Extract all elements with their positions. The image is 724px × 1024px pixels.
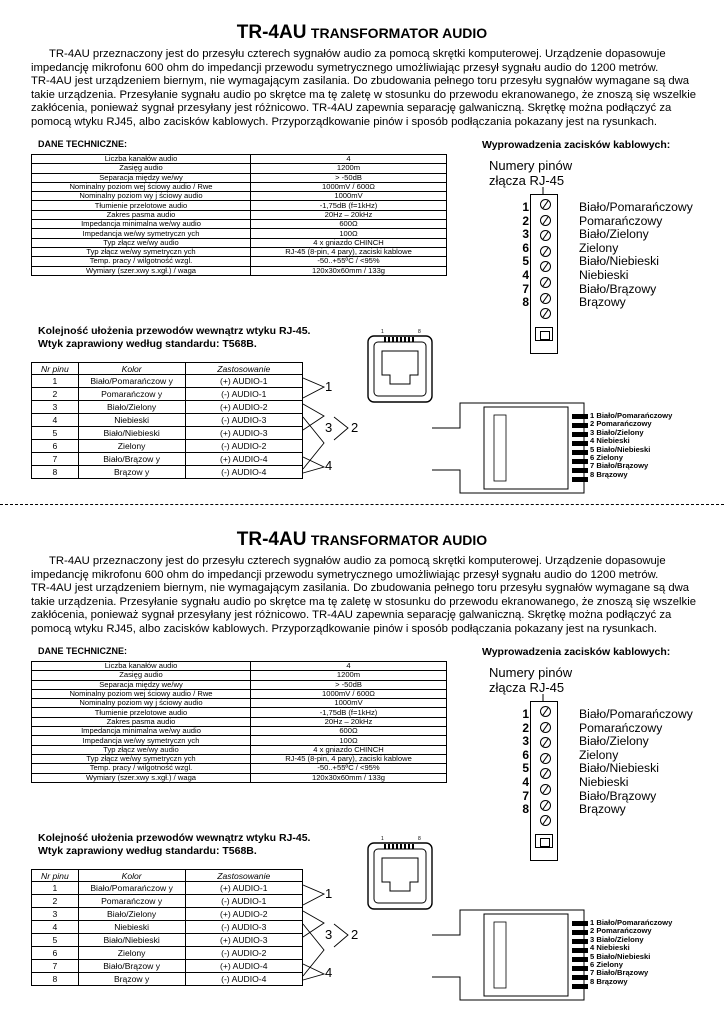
pin-numbers-caption-line-1: Numery pinów (489, 158, 573, 173)
terminal-pin-color: Brązowy (579, 295, 626, 310)
tech-param-value: 20Hz – 20kHz (251, 210, 447, 219)
pin-table-row (32, 934, 303, 947)
terminal-pin-color: Zielony (579, 747, 619, 762)
tech-data-row (32, 754, 447, 763)
plug-wire-item: 3 Biało/Zielony (590, 427, 644, 437)
tech-data-row (32, 680, 447, 689)
plug-wire-item: 5 Biało/Niebieski (590, 444, 651, 454)
pair-label: 4 (325, 458, 333, 473)
tech-param-value: > -50dB (251, 680, 447, 689)
tech-param-name: Impedancja we/wy symetryczn ych (32, 736, 251, 745)
pin-color-cell: Zielony (78, 440, 185, 453)
screw-terminal-icon (540, 722, 551, 733)
terminal-pin-color: Biało/Pomarańczowy (579, 707, 693, 721)
screw-terminal-icon (540, 753, 551, 764)
screw-terminal-icon (540, 800, 551, 811)
tech-param-value: > -50dB (251, 173, 447, 182)
tech-param-value: 1200m (251, 671, 447, 680)
tech-data-row (32, 173, 447, 182)
tech-param-name: Typ złącz we/wy symetryczn ych (32, 754, 251, 763)
terminal-pin-number: 4 (522, 268, 529, 282)
terminal-pin-color: Zielony (579, 240, 619, 255)
tech-param-name: Tłumienie przelotowe audio (32, 201, 251, 210)
intro-text (31, 48, 703, 129)
tech-data-row (32, 238, 447, 247)
plug-wire-item: 1 Biało/Pomarańczowy (590, 918, 673, 927)
tech-param-value: 1000mV / 600Ω (251, 182, 447, 191)
pair-label: 2 (351, 927, 359, 942)
plug-wire-item: 8 Brązowy (590, 976, 628, 986)
wiring-heading (38, 325, 310, 351)
intro-paragraph-1: TR-4AU przeznaczony jest do przesyłu czterech sygnałów audio za pomocą skrętki komputerowej. Urządzenie dopasowuje impedancję mikrofonu 600 ohm do impedancji przewodu symetrycznego umożliwiając przesył sygnału audio do 1200 metrów. (31, 555, 666, 581)
intro-text (31, 555, 703, 636)
pin-table-header-pin: Nr pinu (32, 363, 79, 375)
pin-number-cell: 2 (32, 388, 79, 401)
terminal-pin-color: Brązowy (579, 802, 626, 817)
tech-data-row (32, 247, 447, 256)
pair-label: 2 (351, 420, 359, 435)
pin-usage-cell: (-) AUDIO-2 (185, 440, 302, 453)
pin-number-cell: 3 (32, 401, 79, 414)
tech-data-row (32, 229, 447, 238)
pair-label: 3 (325, 927, 333, 942)
tech-param-value: RJ-45 (8-pin, 4 pary), zaciski kablowe (251, 247, 447, 256)
tech-data-row (32, 727, 447, 736)
rj45-jack-diagram (366, 836, 434, 911)
intro-paragraph-2: TR-4AU jest urządzeniem biernym, nie wymagającym zasilania. Do zbudowania pełnego toru przesyłu sygnałów wymagane są dwa takie urządzenia. Przesyłanie sygnału audio po skrętce ma tę zaletę w stosunku do przewodu ekranowanego, że znoszą się wszelkie zakłócenia, ponieważ sygnał przesyłany jest różnicowo. TR-4AU zapewnia separację galwaniczną. Skrętkę można podłączyć za pomocą wtyku RJ45, albo zacisków kablowych. Przyporządkowanie pinów i sposób podłączania pokazany jest na rysunkach. (31, 582, 696, 635)
pin-color-cell: Brązow y (78, 973, 185, 986)
pin-usage-cell: (-) AUDIO-3 (185, 414, 302, 427)
pin-color-cell: Biało/Niebieski (78, 427, 185, 440)
pair-bracket-diagram (302, 370, 372, 485)
terminal-pin-number: 1 (522, 707, 529, 721)
jack-pin-last-label: 8 (418, 836, 421, 842)
tech-param-name: Typ złącz we/wy audio (32, 745, 251, 754)
title-model: TR-4AU (236, 529, 307, 550)
pin-table-row (32, 466, 303, 479)
pin-color-cell: Biało/Zielony (78, 401, 185, 414)
tech-param-value: 600Ω (251, 727, 447, 736)
screw-terminal-icon (540, 815, 551, 826)
pin-color-cell: Biało/Pomarańczow y (78, 882, 185, 895)
pin-usage-cell: (+) AUDIO-1 (185, 375, 302, 388)
tech-param-value: 4 (251, 155, 447, 164)
plug-wire-item: 3 Biało/Zielony (590, 934, 644, 944)
screw-terminal-icon (540, 277, 551, 288)
terminal-pin-color: Pomarańczowy (579, 720, 663, 735)
tech-param-name: Impedancja minimalna we/wy audio (32, 727, 251, 736)
title-subtitle: TRANSFORMATOR AUDIO (310, 532, 488, 548)
intro-paragraph-2: TR-4AU jest urządzeniem biernym, nie wymagającym zasilania. Do zbudowania pełnego toru przesyłu sygnałów wymagane są dwa takie urządzenia. Przesyłanie sygnału audio po skrętce ma tę zaletę w stosunku do przewodu ekranowanego, że znoszą się wszelkie zakłócenia, ponieważ sygnał przesyłany jest różnicowo. TR-4AU zapewnia separację galwaniczną. Skrętkę można podłączyć za pomocą wtyku RJ45, albo zacisków kablowych. Przyporządkowanie pinów i sposób podłączania pokazany jest na rysunkach. (31, 75, 696, 128)
tech-data-row (32, 155, 447, 164)
tech-data-row (32, 671, 447, 680)
plug-wire-order-list (590, 919, 672, 986)
leaflet-copy-top (0, 0, 724, 505)
tech-data-row (32, 220, 447, 229)
terminal-pin-number: 4 (522, 775, 529, 789)
tech-param-value: RJ-45 (8-pin, 4 pary), zaciski kablowe (251, 754, 447, 763)
tech-param-name: Nominalny poziom wej ściowy audio / Rwe (32, 182, 251, 191)
plug-wire-item: 6 Zielony (590, 453, 623, 463)
plug-wire-item: 2 Pomarańczowy (590, 419, 652, 429)
pin-color-cell: Biało/Brązow y (78, 960, 185, 973)
wiring-heading-line-2: Wtyk zaprawiony według standardu: T568B. (38, 338, 257, 350)
tech-data-row (32, 736, 447, 745)
terminal-pin-color: Biało/Brązowy (579, 281, 657, 296)
tech-param-value: 100Ω (251, 736, 447, 745)
tech-param-name: Separacja między we/wy (32, 173, 251, 182)
pin-color-cell: Niebieski (78, 921, 185, 934)
tech-param-value: 20Hz – 20kHz (251, 717, 447, 726)
pin-number-cell: 5 (32, 427, 79, 440)
pin-table-row (32, 960, 303, 973)
pin-number-cell: 8 (32, 466, 79, 479)
terminal-pin-number: 8 (522, 295, 529, 310)
tech-param-name: Typ złącz we/wy audio (32, 238, 251, 247)
pin-usage-cell: (+) AUDIO-2 (185, 908, 302, 921)
pair-bracket-diagram (302, 877, 372, 992)
plug-wire-item: 7 Biało/Brązowy (590, 461, 649, 471)
pin-color-cell: Pomarańczow y (78, 388, 185, 401)
pin-number-cell: 7 (32, 960, 79, 973)
tech-param-value: 1000mV (251, 699, 447, 708)
terminal-pin-number: 1 (522, 200, 529, 214)
pin-table-row (32, 453, 303, 466)
pin-numbers-caption-line-2: złącza RJ-45 (489, 680, 565, 695)
tech-param-name: Temp. pracy / wilgotność wzgl. (32, 764, 251, 773)
pin-numbers-caption (489, 158, 572, 188)
pin-table-header-pin: Nr pinu (32, 870, 79, 882)
intro-paragraph-1: TR-4AU przeznaczony jest do przesyłu czterech sygnałów audio za pomocą skrętki komputerowej. Urządzenie dopasowuje impedancję mikrofonu 600 ohm do impedancji przewodu symetrycznego umożliwiając przesył sygnału audio do 1200 metrów. (31, 48, 666, 74)
terminal-pin-color: Niebieski (579, 775, 629, 789)
tech-param-name: Nominalny poziom wej ściowy audio / Rwe (32, 689, 251, 698)
terminal-pin-number: 5 (522, 761, 529, 776)
pin-usage-cell: (-) AUDIO-4 (185, 973, 302, 986)
pin-assignment-table (31, 869, 303, 986)
pin-table-row (32, 440, 303, 453)
screw-terminal-icon (540, 768, 551, 779)
pin-number-cell: 8 (32, 973, 79, 986)
tech-param-name: Separacja między we/wy (32, 680, 251, 689)
tech-param-value: 600Ω (251, 220, 447, 229)
screw-terminal-icon (540, 308, 551, 319)
plug-wire-item: 4 Niebieski (590, 943, 630, 953)
pin-number-cell: 1 (32, 375, 79, 388)
pin-number-cell: 7 (32, 453, 79, 466)
pin-usage-cell: (+) AUDIO-4 (185, 960, 302, 973)
screw-terminal-icon (540, 706, 551, 717)
plug-wire-item: 2 Pomarańczowy (590, 926, 652, 936)
tech-data-row (32, 164, 447, 173)
terminal-pin-number: 7 (522, 788, 529, 803)
tech-param-name: Zasięg audio (32, 671, 251, 680)
pin-color-cell: Brązow y (78, 466, 185, 479)
tech-data-row (32, 699, 447, 708)
pin-table-row (32, 414, 303, 427)
terminal-pin-color: Niebieski (579, 268, 629, 282)
screw-terminal-icon (540, 784, 551, 795)
pin-table-header-color: Kolor (78, 363, 185, 375)
pin-usage-cell: (-) AUDIO-3 (185, 921, 302, 934)
wiring-heading-line-2: Wtyk zaprawiony według standardu: T568B. (38, 845, 257, 857)
terminal-pin-color: Biało/Niebieski (579, 254, 659, 269)
pin-color-cell: Biało/Brązow y (78, 453, 185, 466)
tech-param-name: Wymiary (szer.xwy s.xgł.) / waga (32, 266, 251, 275)
tech-param-name: Wymiary (szer.xwy s.xgł.) / waga (32, 773, 251, 782)
tech-data-row (32, 192, 447, 201)
pin-color-cell: Zielony (78, 947, 185, 960)
pin-color-cell: Pomarańczow y (78, 895, 185, 908)
pin-table-row (32, 388, 303, 401)
page-title (0, 529, 724, 551)
plug-wire-item: 8 Brązowy (590, 469, 628, 479)
pin-usage-cell: (-) AUDIO-1 (185, 388, 302, 401)
pair-label: 1 (325, 379, 333, 394)
pin-usage-cell: (+) AUDIO-1 (185, 882, 302, 895)
terminal-pin-number: 2 (522, 720, 529, 735)
terminal-heading: Wyprowadzenia zacisków kablowych: (482, 139, 671, 151)
tech-param-name: Nominalny poziom wy j ściowy audio (32, 192, 251, 201)
plug-wire-item: 7 Biało/Brązowy (590, 968, 649, 978)
pair-label: 4 (325, 965, 333, 980)
tech-param-value: 1000mV / 600Ω (251, 689, 447, 698)
pin-number-cell: 6 (32, 440, 79, 453)
page-title (0, 22, 724, 44)
terminal-pin-number: 8 (522, 802, 529, 817)
screw-terminal-icon (540, 737, 551, 748)
tech-data-row (32, 210, 447, 219)
plug-wire-item: 6 Zielony (590, 960, 623, 970)
pin-table-row (32, 973, 303, 986)
wiring-heading-line-1: Kolejność ułożenia przewodów wewnątrz wtyku RJ-45. (38, 325, 311, 337)
pin-color-cell: Biało/Niebieski (78, 934, 185, 947)
title-subtitle: TRANSFORMATOR AUDIO (310, 25, 488, 41)
plug-wire-item: 4 Niebieski (590, 436, 630, 446)
tech-data-row (32, 708, 447, 717)
tech-param-value: 4 x gniazdo CHINCH (251, 238, 447, 247)
terminal-pin-color: Pomarańczowy (579, 213, 663, 228)
tech-param-name: Zakres pasma audio (32, 717, 251, 726)
terminal-heading: Wyprowadzenia zacisków kablowych: (482, 646, 671, 658)
tech-data-table (31, 661, 447, 783)
plug-wire-item: 1 Biało/Pomarańczowy (590, 411, 673, 420)
pin-table-row (32, 427, 303, 440)
tech-param-name: Liczba kanałów audio (32, 155, 251, 164)
tech-data-row (32, 182, 447, 191)
tech-param-value: -1,75dB (f=1kHz) (251, 201, 447, 210)
plug-wire-order-list (590, 412, 672, 479)
terminal-pin-number: 3 (522, 227, 529, 242)
tech-param-value: 120x30x60mm / 133g (251, 773, 447, 782)
tech-param-name: Zakres pasma audio (32, 210, 251, 219)
screw-terminal-icon (540, 293, 551, 304)
terminal-block (530, 194, 558, 354)
wiring-heading-line-1: Kolejność ułożenia przewodów wewnątrz wtyku RJ-45. (38, 832, 311, 844)
terminal-pin-color: Biało/Zielony (579, 734, 649, 749)
terminal-pin-color: Biało/Brązowy (579, 788, 657, 803)
screw-terminal-icon (540, 261, 551, 272)
terminal-pin-color: Biało/Niebieski (579, 761, 659, 776)
terminal-pin-color: Biało/Zielony (579, 227, 649, 242)
pin-usage-cell: (-) AUDIO-1 (185, 895, 302, 908)
screw-terminal-icon (540, 199, 551, 210)
pin-number-cell: 4 (32, 921, 79, 934)
tech-param-name: Zasięg audio (32, 164, 251, 173)
pin-usage-cell: (+) AUDIO-3 (185, 934, 302, 947)
jack-pin-first-label: 1 (381, 836, 384, 842)
pin-table-header-usage: Zastosowanie (185, 870, 302, 882)
tech-data-table (31, 154, 447, 276)
tech-param-value: 1200m (251, 164, 447, 173)
pin-usage-cell: (-) AUDIO-4 (185, 466, 302, 479)
terminal-pin-number: 2 (522, 213, 529, 228)
pin-numbers-caption (489, 665, 572, 695)
pair-label: 3 (325, 420, 333, 435)
pin-table-row (32, 895, 303, 908)
tech-data-heading: DANE TECHNICZNE: (38, 139, 127, 149)
pin-usage-cell: (-) AUDIO-2 (185, 947, 302, 960)
tech-param-value: -50..+55ºC / <95% (251, 764, 447, 773)
rj45-jack-icon (366, 329, 434, 404)
pin-number-cell: 3 (32, 908, 79, 921)
pair-label: 1 (325, 886, 333, 901)
tech-param-value: 120x30x60mm / 133g (251, 266, 447, 275)
tech-param-value: 1000mV (251, 192, 447, 201)
tech-param-value: 4 x gniazdo CHINCH (251, 745, 447, 754)
pin-table-row (32, 947, 303, 960)
pin-color-cell: Niebieski (78, 414, 185, 427)
tech-data-row (32, 764, 447, 773)
rj45-jack-diagram (366, 329, 434, 404)
tech-param-value: 4 (251, 662, 447, 671)
terminal-pin-number: 3 (522, 734, 529, 749)
tech-data-row (32, 662, 447, 671)
pin-number-cell: 4 (32, 414, 79, 427)
terminal-pin-number: 6 (522, 747, 529, 762)
pin-table-header-usage: Zastosowanie (185, 363, 302, 375)
tech-param-name: Tłumienie przelotowe audio (32, 708, 251, 717)
terminal-pin-number: 7 (522, 281, 529, 296)
cut-line (0, 504, 724, 505)
tech-param-value: 100Ω (251, 229, 447, 238)
pin-table-row (32, 375, 303, 388)
rj45-jack-icon (366, 836, 434, 911)
pin-table-row (32, 882, 303, 895)
pin-usage-cell: (+) AUDIO-3 (185, 427, 302, 440)
plug-wire-item: 5 Biało/Niebieski (590, 951, 651, 961)
jack-pin-first-label: 1 (381, 329, 384, 335)
pin-color-cell: Biało/Zielony (78, 908, 185, 921)
screw-terminal-icon (540, 246, 551, 257)
rj45-socket-icon (535, 327, 553, 341)
tech-data-heading: DANE TECHNICZNE: (38, 646, 127, 656)
tech-param-name: Impedancja minimalna we/wy audio (32, 220, 251, 229)
pin-table-row (32, 921, 303, 934)
tech-param-value: -50..+55ºC / <95% (251, 257, 447, 266)
terminal-pin-color: Biało/Pomarańczowy (579, 200, 693, 214)
pin-number-cell: 2 (32, 895, 79, 908)
pin-usage-cell: (+) AUDIO-2 (185, 401, 302, 414)
screw-terminal-icon (540, 230, 551, 241)
tech-param-value: -1,75dB (f=1kHz) (251, 708, 447, 717)
tech-param-name: Typ złącz we/wy symetryczn ych (32, 247, 251, 256)
pin-number-cell: 5 (32, 934, 79, 947)
pin-number-cell: 1 (32, 882, 79, 895)
pin-color-cell: Biało/Pomarańczow y (78, 375, 185, 388)
pin-numbers-caption-line-2: złącza RJ-45 (489, 173, 565, 188)
wiring-heading (38, 832, 310, 858)
pin-numbers-caption-line-1: Numery pinów (489, 665, 573, 680)
tech-data-row (32, 745, 447, 754)
title-model: TR-4AU (236, 22, 307, 43)
pin-table-row (32, 908, 303, 921)
tech-param-name: Impedancja we/wy symetryczn ych (32, 229, 251, 238)
tech-data-row (32, 266, 447, 275)
terminal-block (530, 701, 558, 861)
tech-data-row (32, 689, 447, 698)
pin-usage-cell: (+) AUDIO-4 (185, 453, 302, 466)
tech-data-row (32, 773, 447, 782)
tech-data-row (32, 201, 447, 210)
rj45-socket-icon (535, 834, 553, 848)
tech-param-name: Liczba kanałów audio (32, 662, 251, 671)
screw-terminal-icon (540, 215, 551, 226)
tech-param-name: Temp. pracy / wilgotność wzgl. (32, 257, 251, 266)
pin-assignment-table (31, 362, 303, 479)
pin-number-cell: 6 (32, 947, 79, 960)
tech-data-row (32, 257, 447, 266)
tech-data-row (32, 717, 447, 726)
jack-pin-last-label: 8 (418, 329, 421, 335)
tech-param-name: Nominalny poziom wy j ściowy audio (32, 699, 251, 708)
terminal-pin-number: 6 (522, 240, 529, 255)
pin-table-row (32, 401, 303, 414)
terminal-pin-number: 5 (522, 254, 529, 269)
pin-table-header-color: Kolor (78, 870, 185, 882)
leaflet-copy-bottom (0, 507, 724, 1012)
